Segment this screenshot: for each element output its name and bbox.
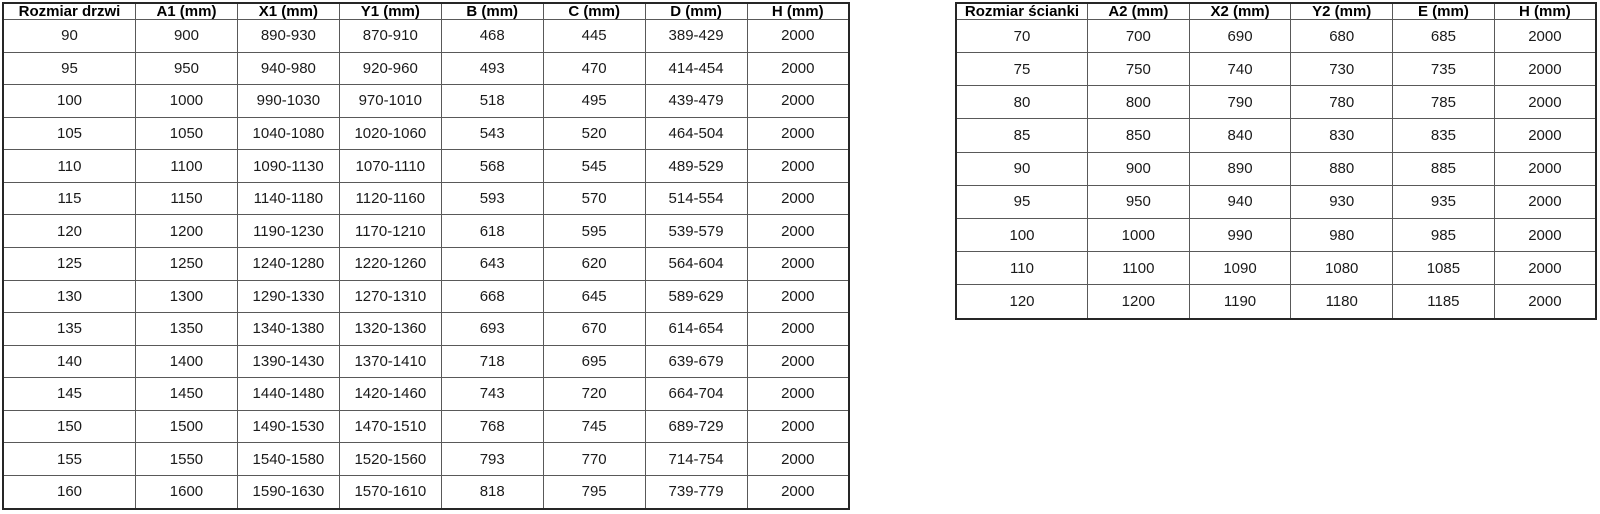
table-cell: 445 [543, 20, 645, 53]
table-cell: 1450 [136, 378, 238, 411]
table-cell: 940 [1189, 185, 1291, 218]
table-cell: 95 [956, 185, 1088, 218]
table-cell: 140 [3, 345, 136, 378]
table-row [956, 218, 1596, 251]
table-cell: 670 [543, 313, 645, 346]
table-cell: 2000 [747, 150, 849, 183]
table-cell: 730 [1291, 53, 1393, 86]
table-cell: 885 [1393, 152, 1495, 185]
table-cell: 125 [3, 247, 136, 280]
table-cell: 110 [3, 150, 136, 183]
table-cell: 1040-1080 [237, 117, 339, 150]
table-cell: 2000 [747, 345, 849, 378]
table-cell: 720 [543, 378, 645, 411]
table-cell: 1100 [1088, 252, 1190, 285]
table-cell: 743 [441, 378, 543, 411]
table-row [3, 182, 849, 215]
table-cell: 514-554 [645, 182, 747, 215]
table-cell: 75 [956, 53, 1088, 86]
table-cell: 793 [441, 443, 543, 476]
table-cell: 1070-1110 [339, 150, 441, 183]
table-cell: 150 [3, 410, 136, 443]
table-cell: 745 [543, 410, 645, 443]
table-cell: 970-1010 [339, 85, 441, 118]
table-cell: 464-504 [645, 117, 747, 150]
table-row [3, 85, 849, 118]
table-body [3, 20, 849, 510]
table-cell: 800 [1088, 86, 1190, 119]
table-cell: 414-454 [645, 52, 747, 85]
wall-dimensions-table [955, 2, 1597, 320]
table-cell: 1220-1260 [339, 247, 441, 280]
table-cell: 95 [3, 52, 136, 85]
table-cell: 990 [1189, 218, 1291, 251]
column-header-a1-mm: A1 (mm) [136, 3, 238, 20]
table-cell: 1000 [1088, 218, 1190, 251]
table-cell: 100 [3, 85, 136, 118]
table-cell: 2000 [747, 313, 849, 346]
table-row [3, 52, 849, 85]
table-cell: 818 [441, 475, 543, 509]
table-cell: 2000 [747, 410, 849, 443]
table-body [956, 20, 1596, 320]
table-row [956, 20, 1596, 53]
table-cell: 85 [956, 119, 1088, 152]
table-cell: 468 [441, 20, 543, 53]
table-cell: 795 [543, 475, 645, 509]
table-cell: 130 [3, 280, 136, 313]
table-cell: 120 [956, 285, 1088, 319]
column-header-h-mm: H (mm) [1494, 3, 1596, 20]
table-cell: 2000 [1494, 252, 1596, 285]
table-cell: 740 [1189, 53, 1291, 86]
table-cell: 593 [441, 182, 543, 215]
table-cell: 520 [543, 117, 645, 150]
table-cell: 700 [1088, 20, 1190, 53]
table-cell: 680 [1291, 20, 1393, 53]
table-cell: 770 [543, 443, 645, 476]
table-row [3, 378, 849, 411]
table-cell: 685 [1393, 20, 1495, 53]
table-cell: 135 [3, 313, 136, 346]
table-cell: 1020-1060 [339, 117, 441, 150]
table-cell: 790 [1189, 86, 1291, 119]
table-row [956, 285, 1596, 319]
table-cell: 935 [1393, 185, 1495, 218]
table-cell: 2000 [1494, 119, 1596, 152]
table-cell: 750 [1088, 53, 1190, 86]
table-cell: 1190-1230 [237, 215, 339, 248]
table-row [3, 247, 849, 280]
table-row [3, 117, 849, 150]
table-row [956, 53, 1596, 86]
table-cell: 950 [136, 52, 238, 85]
table-cell: 900 [136, 20, 238, 53]
table-row [3, 150, 849, 183]
table-cell: 664-704 [645, 378, 747, 411]
table-cell: 1150 [136, 182, 238, 215]
column-header-y2-mm: Y2 (mm) [1291, 3, 1393, 20]
table-cell: 155 [3, 443, 136, 476]
table-head [956, 3, 1596, 20]
column-header-y1-mm: Y1 (mm) [339, 3, 441, 20]
table-cell: 2000 [1494, 218, 1596, 251]
header-row [956, 3, 1596, 20]
table-cell: 1090-1130 [237, 150, 339, 183]
table-cell: 714-754 [645, 443, 747, 476]
column-header-a2-mm: A2 (mm) [1088, 3, 1190, 20]
table-cell: 80 [956, 86, 1088, 119]
column-header-rozmiar-cianki: Rozmiar ścianki [956, 3, 1088, 20]
table-cell: 900 [1088, 152, 1190, 185]
table-cell: 830 [1291, 119, 1393, 152]
table-cell: 1190 [1189, 285, 1291, 319]
table-cell: 930 [1291, 185, 1393, 218]
table-row [956, 185, 1596, 218]
door-dimensions-table [2, 2, 850, 510]
header-row [3, 3, 849, 20]
table-cell: 1390-1430 [237, 345, 339, 378]
table-cell: 785 [1393, 86, 1495, 119]
table-cell: 1370-1410 [339, 345, 441, 378]
table-cell: 493 [441, 52, 543, 85]
table-row [956, 119, 1596, 152]
table-cell: 850 [1088, 119, 1190, 152]
table-cell: 1570-1610 [339, 475, 441, 509]
table-cell: 1440-1480 [237, 378, 339, 411]
table-row [3, 20, 849, 53]
table-cell: 1590-1630 [237, 475, 339, 509]
table-cell: 940-980 [237, 52, 339, 85]
table-cell: 890 [1189, 152, 1291, 185]
table-cell: 1000 [136, 85, 238, 118]
table-cell: 90 [3, 20, 136, 53]
table-cell: 645 [543, 280, 645, 313]
table-cell: 1100 [136, 150, 238, 183]
table-cell: 470 [543, 52, 645, 85]
table-cell: 980 [1291, 218, 1393, 251]
table-cell: 389-429 [645, 20, 747, 53]
table-cell: 2000 [747, 85, 849, 118]
table-cell: 1290-1330 [237, 280, 339, 313]
table-cell: 693 [441, 313, 543, 346]
table-cell: 1350 [136, 313, 238, 346]
table-cell: 439-479 [645, 85, 747, 118]
table-cell: 890-930 [237, 20, 339, 53]
column-header-h-mm: H (mm) [747, 3, 849, 20]
table-cell: 90 [956, 152, 1088, 185]
table-cell: 643 [441, 247, 543, 280]
table-row [3, 345, 849, 378]
table-cell: 145 [3, 378, 136, 411]
table-cell: 1185 [1393, 285, 1495, 319]
table-cell: 2000 [1494, 185, 1596, 218]
table-cell: 2000 [747, 117, 849, 150]
table-cell: 718 [441, 345, 543, 378]
column-header-x2-mm: X2 (mm) [1189, 3, 1291, 20]
table-cell: 768 [441, 410, 543, 443]
table-cell: 489-529 [645, 150, 747, 183]
table-cell: 1420-1460 [339, 378, 441, 411]
table-cell: 1090 [1189, 252, 1291, 285]
table-head [3, 3, 849, 20]
table-cell: 543 [441, 117, 543, 150]
table-cell: 618 [441, 215, 543, 248]
table-cell: 110 [956, 252, 1088, 285]
table-cell: 2000 [1494, 285, 1596, 319]
table-cell: 1300 [136, 280, 238, 313]
table-cell: 1470-1510 [339, 410, 441, 443]
table-cell: 2000 [1494, 20, 1596, 53]
table-cell: 2000 [747, 280, 849, 313]
table-cell: 1340-1380 [237, 313, 339, 346]
table-cell: 589-629 [645, 280, 747, 313]
table-cell: 1540-1580 [237, 443, 339, 476]
table-cell: 780 [1291, 86, 1393, 119]
table-cell: 1170-1210 [339, 215, 441, 248]
table-row [956, 252, 1596, 285]
table-cell: 1200 [1088, 285, 1190, 319]
table-cell: 495 [543, 85, 645, 118]
table-row [3, 280, 849, 313]
table-cell: 1240-1280 [237, 247, 339, 280]
table-cell: 70 [956, 20, 1088, 53]
table-cell: 920-960 [339, 52, 441, 85]
table-cell: 1180 [1291, 285, 1393, 319]
table-cell: 595 [543, 215, 645, 248]
table-cell: 614-654 [645, 313, 747, 346]
table-cell: 735 [1393, 53, 1495, 86]
table-cell: 1085 [1393, 252, 1495, 285]
table-cell: 1520-1560 [339, 443, 441, 476]
table-cell: 639-679 [645, 345, 747, 378]
table-row [3, 410, 849, 443]
table-cell: 568 [441, 150, 543, 183]
table-cell: 840 [1189, 119, 1291, 152]
table-cell: 1270-1310 [339, 280, 441, 313]
table-cell: 1050 [136, 117, 238, 150]
column-header-d-mm: D (mm) [645, 3, 747, 20]
table-cell: 620 [543, 247, 645, 280]
table-cell: 1400 [136, 345, 238, 378]
table-cell: 1200 [136, 215, 238, 248]
table-cell: 2000 [747, 215, 849, 248]
table-cell: 160 [3, 475, 136, 509]
table-cell: 1140-1180 [237, 182, 339, 215]
table-cell: 985 [1393, 218, 1495, 251]
table-cell: 2000 [747, 182, 849, 215]
table-cell: 990-1030 [237, 85, 339, 118]
table-cell: 2000 [1494, 53, 1596, 86]
table-cell: 120 [3, 215, 136, 248]
column-header-x1-mm: X1 (mm) [237, 3, 339, 20]
table-cell: 1250 [136, 247, 238, 280]
table-cell: 1080 [1291, 252, 1393, 285]
table-cell: 1550 [136, 443, 238, 476]
column-header-c-mm: C (mm) [543, 3, 645, 20]
table-cell: 689-729 [645, 410, 747, 443]
column-header-b-mm: B (mm) [441, 3, 543, 20]
table-row [3, 443, 849, 476]
table-row [956, 86, 1596, 119]
table-cell: 2000 [747, 52, 849, 85]
table-cell: 564-604 [645, 247, 747, 280]
table-cell: 835 [1393, 119, 1495, 152]
table-cell: 1600 [136, 475, 238, 509]
table-cell: 518 [441, 85, 543, 118]
table-cell: 105 [3, 117, 136, 150]
table-cell: 2000 [1494, 86, 1596, 119]
table-cell: 2000 [747, 378, 849, 411]
table-cell: 1490-1530 [237, 410, 339, 443]
table-cell: 2000 [747, 247, 849, 280]
table-cell: 1120-1160 [339, 182, 441, 215]
table-cell: 570 [543, 182, 645, 215]
column-header-rozmiar-drzwi: Rozmiar drzwi [3, 3, 136, 20]
column-header-e-mm: E (mm) [1393, 3, 1495, 20]
table-cell: 668 [441, 280, 543, 313]
table-cell: 539-579 [645, 215, 747, 248]
table-cell: 870-910 [339, 20, 441, 53]
table-row [956, 152, 1596, 185]
table-cell: 1320-1360 [339, 313, 441, 346]
table-row [3, 475, 849, 509]
table-cell: 545 [543, 150, 645, 183]
table-cell: 2000 [747, 20, 849, 53]
table-cell: 695 [543, 345, 645, 378]
table-row [3, 215, 849, 248]
table-cell: 2000 [747, 475, 849, 509]
table-cell: 739-779 [645, 475, 747, 509]
table-row [3, 313, 849, 346]
table-cell: 115 [3, 182, 136, 215]
table-cell: 690 [1189, 20, 1291, 53]
table-cell: 1500 [136, 410, 238, 443]
table-cell: 950 [1088, 185, 1190, 218]
table-cell: 100 [956, 218, 1088, 251]
table-cell: 2000 [747, 443, 849, 476]
table-cell: 2000 [1494, 152, 1596, 185]
table-cell: 880 [1291, 152, 1393, 185]
